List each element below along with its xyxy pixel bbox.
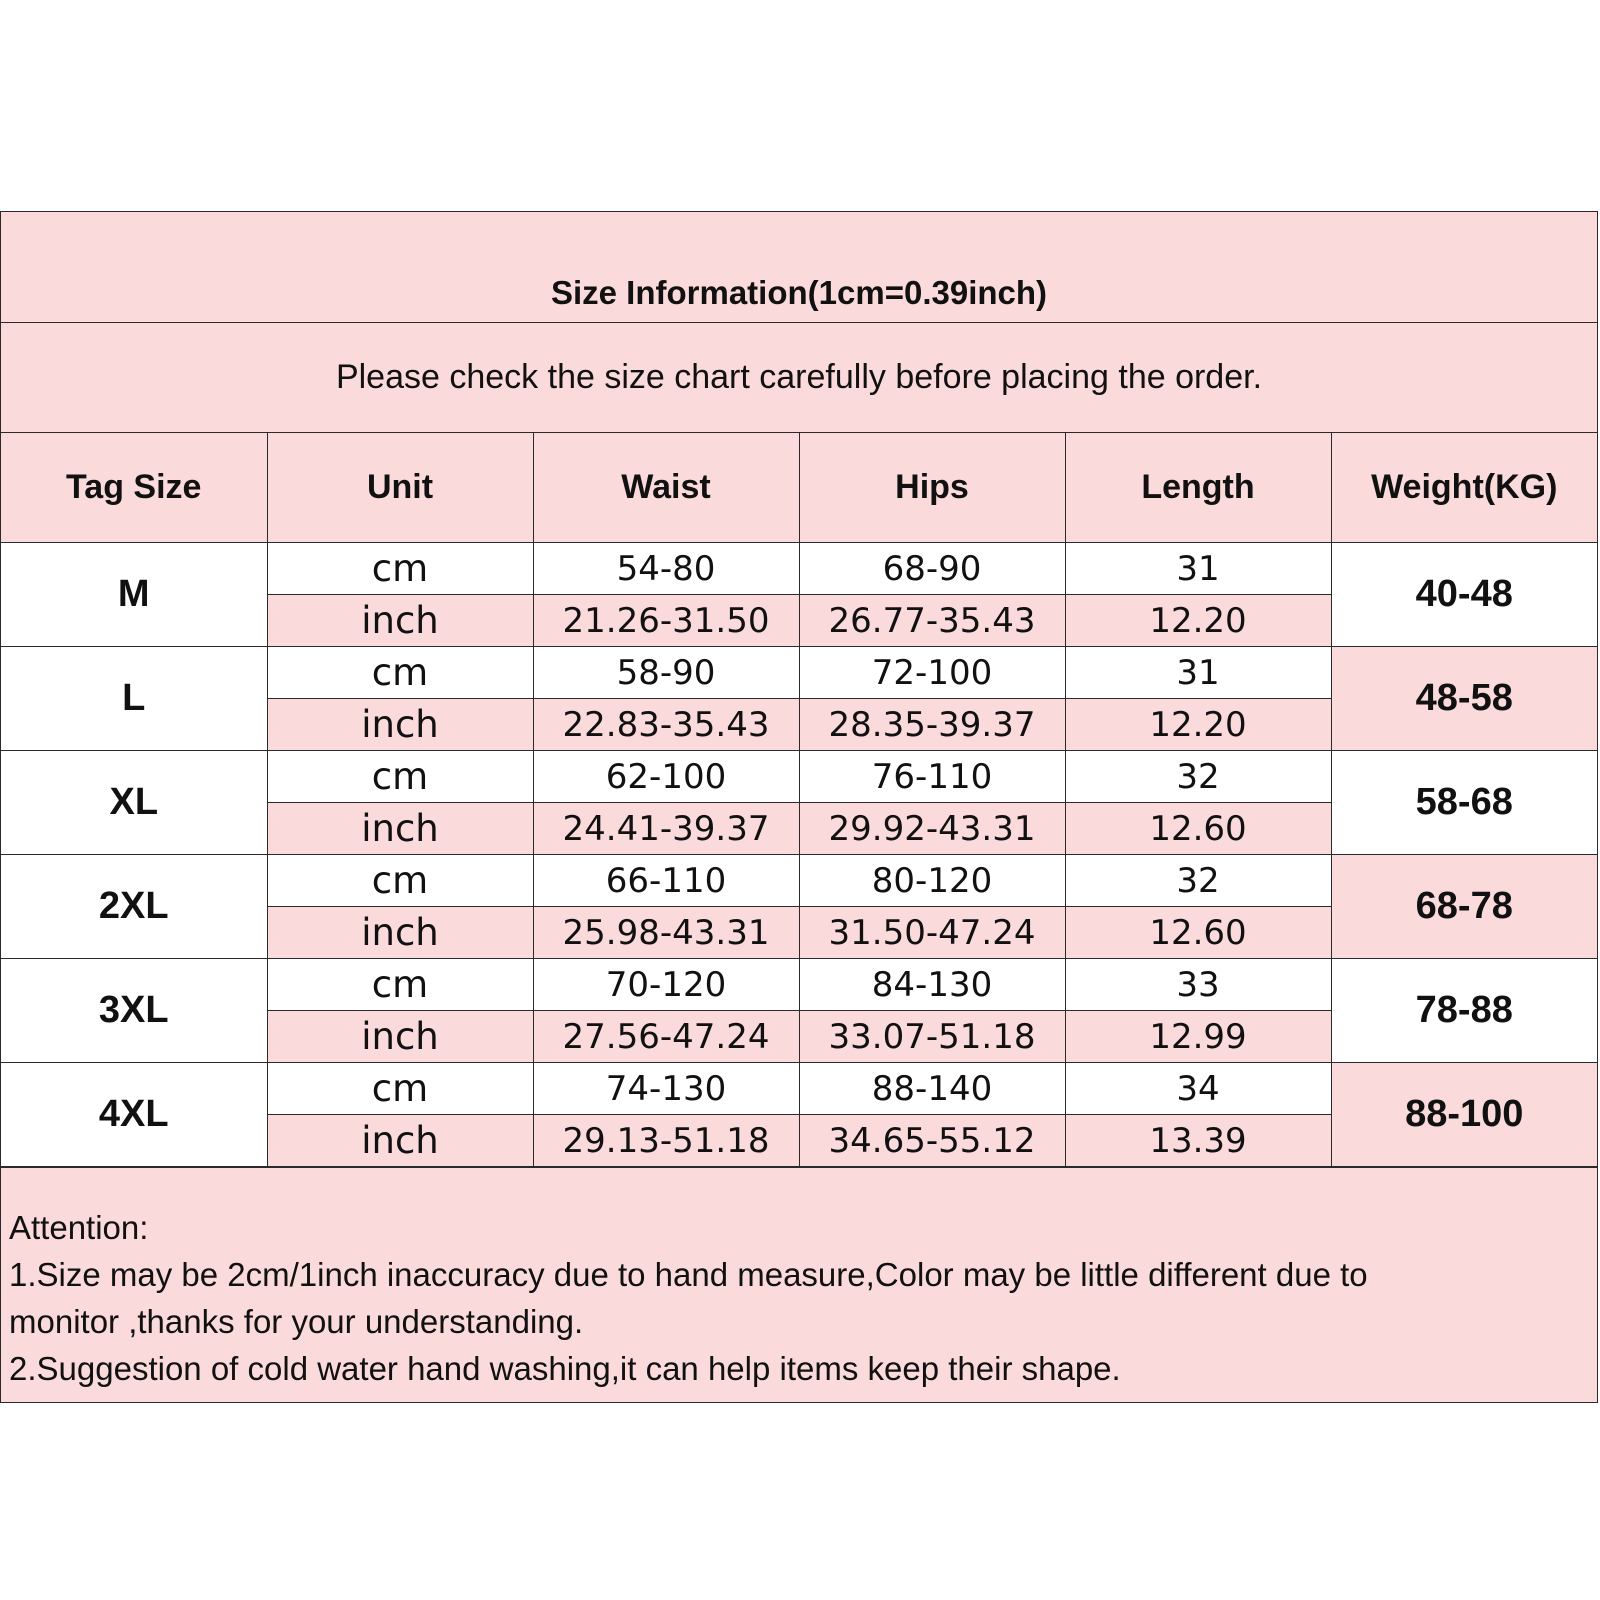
tag-size-cell: M bbox=[1, 543, 267, 647]
unit-cell: cm bbox=[267, 855, 533, 907]
unit-cell: inch bbox=[267, 1011, 533, 1063]
tag-size-cell: XL bbox=[1, 751, 267, 855]
unit-cell: inch bbox=[267, 1115, 533, 1167]
table-row bbox=[1, 543, 1597, 595]
length-cell: 31 bbox=[1065, 543, 1331, 595]
waist-cell: 29.13-51.18 bbox=[533, 1115, 799, 1167]
unit-cell: cm bbox=[267, 543, 533, 595]
hips-cell: 34.65-55.12 bbox=[799, 1115, 1065, 1167]
unit-cell: cm bbox=[267, 647, 533, 699]
length-cell: 32 bbox=[1065, 855, 1331, 907]
waist-cell: 27.56-47.24 bbox=[533, 1011, 799, 1063]
weight-cell: 58-68 bbox=[1331, 751, 1597, 855]
attention-heading: Attention: bbox=[9, 1209, 149, 1246]
waist-cell: 74-130 bbox=[533, 1063, 799, 1115]
hips-cell: 84-130 bbox=[799, 959, 1065, 1011]
size-chart bbox=[0, 211, 1598, 1403]
length-cell: 12.20 bbox=[1065, 595, 1331, 647]
unit-cell: cm bbox=[267, 959, 533, 1011]
header-waist: Waist bbox=[533, 433, 799, 543]
title-row bbox=[1, 212, 1597, 323]
length-cell: 31 bbox=[1065, 647, 1331, 699]
tag-size-cell: 4XL bbox=[1, 1063, 267, 1167]
hips-cell: 72-100 bbox=[799, 647, 1065, 699]
table-row bbox=[1, 751, 1597, 803]
attention-section bbox=[1, 1167, 1597, 1402]
weight-cell: 88-100 bbox=[1331, 1063, 1597, 1167]
header-hips: Hips bbox=[799, 433, 1065, 543]
weight-cell: 78-88 bbox=[1331, 959, 1597, 1063]
unit-cell: cm bbox=[267, 751, 533, 803]
length-cell: 12.60 bbox=[1065, 907, 1331, 959]
table-row bbox=[1, 647, 1597, 699]
hips-cell: 76-110 bbox=[799, 751, 1065, 803]
hips-cell: 88-140 bbox=[799, 1063, 1065, 1115]
tag-size-cell: 3XL bbox=[1, 959, 267, 1063]
waist-cell: 58-90 bbox=[533, 647, 799, 699]
waist-cell: 24.41-39.37 bbox=[533, 803, 799, 855]
table-row bbox=[1, 855, 1597, 907]
hips-cell: 33.07-51.18 bbox=[799, 1011, 1065, 1063]
hips-cell: 80-120 bbox=[799, 855, 1065, 907]
attention-line: 1.Size may be 2cm/1inch inaccuracy due to hand measure,Color may be little different due to bbox=[9, 1256, 1368, 1293]
tag-size-cell: 2XL bbox=[1, 855, 267, 959]
weight-cell: 48-58 bbox=[1331, 647, 1597, 751]
hips-cell: 68-90 bbox=[799, 543, 1065, 595]
waist-cell: 66-110 bbox=[533, 855, 799, 907]
length-cell: 34 bbox=[1065, 1063, 1331, 1115]
length-cell: 33 bbox=[1065, 959, 1331, 1011]
hips-cell: 31.50-47.24 bbox=[799, 907, 1065, 959]
weight-cell: 40-48 bbox=[1331, 543, 1597, 647]
length-cell: 13.39 bbox=[1065, 1115, 1331, 1167]
length-cell: 32 bbox=[1065, 751, 1331, 803]
header-length: Length bbox=[1065, 433, 1331, 543]
length-cell: 12.60 bbox=[1065, 803, 1331, 855]
hips-cell: 29.92-43.31 bbox=[799, 803, 1065, 855]
attention-line: monitor ,thanks for your understanding. bbox=[9, 1303, 584, 1340]
unit-cell: cm bbox=[267, 1063, 533, 1115]
waist-cell: 21.26-31.50 bbox=[533, 595, 799, 647]
attention-line: 2.Suggestion of cold water hand washing,it can help items keep their shape. bbox=[9, 1350, 1121, 1387]
chart-subtitle: Please check the size chart carefully before placing the order. bbox=[335, 358, 1263, 396]
header-unit: Unit bbox=[267, 433, 533, 543]
waist-cell: 22.83-35.43 bbox=[533, 699, 799, 751]
waist-cell: 62-100 bbox=[533, 751, 799, 803]
unit-cell: inch bbox=[267, 699, 533, 751]
waist-cell: 70-120 bbox=[533, 959, 799, 1011]
header-weight: Weight(KG) bbox=[1331, 433, 1597, 543]
hips-cell: 26.77-35.43 bbox=[799, 595, 1065, 647]
waist-cell: 54-80 bbox=[533, 543, 799, 595]
header-row bbox=[1, 433, 1597, 543]
hips-cell: 28.35-39.37 bbox=[799, 699, 1065, 751]
chart-title: Size Information(1cm=0.39inch) bbox=[550, 274, 1048, 311]
length-cell: 12.20 bbox=[1065, 699, 1331, 751]
weight-cell: 68-78 bbox=[1331, 855, 1597, 959]
subtitle-row bbox=[1, 323, 1597, 433]
unit-cell: inch bbox=[267, 907, 533, 959]
table-row bbox=[1, 959, 1597, 1011]
table-row bbox=[1, 1063, 1597, 1115]
unit-cell: inch bbox=[267, 803, 533, 855]
length-cell: 12.99 bbox=[1065, 1011, 1331, 1063]
header-tag-size: Tag Size bbox=[1, 433, 267, 543]
unit-cell: inch bbox=[267, 595, 533, 647]
waist-cell: 25.98-43.31 bbox=[533, 907, 799, 959]
size-table bbox=[1, 433, 1597, 1167]
tag-size-cell: L bbox=[1, 647, 267, 751]
